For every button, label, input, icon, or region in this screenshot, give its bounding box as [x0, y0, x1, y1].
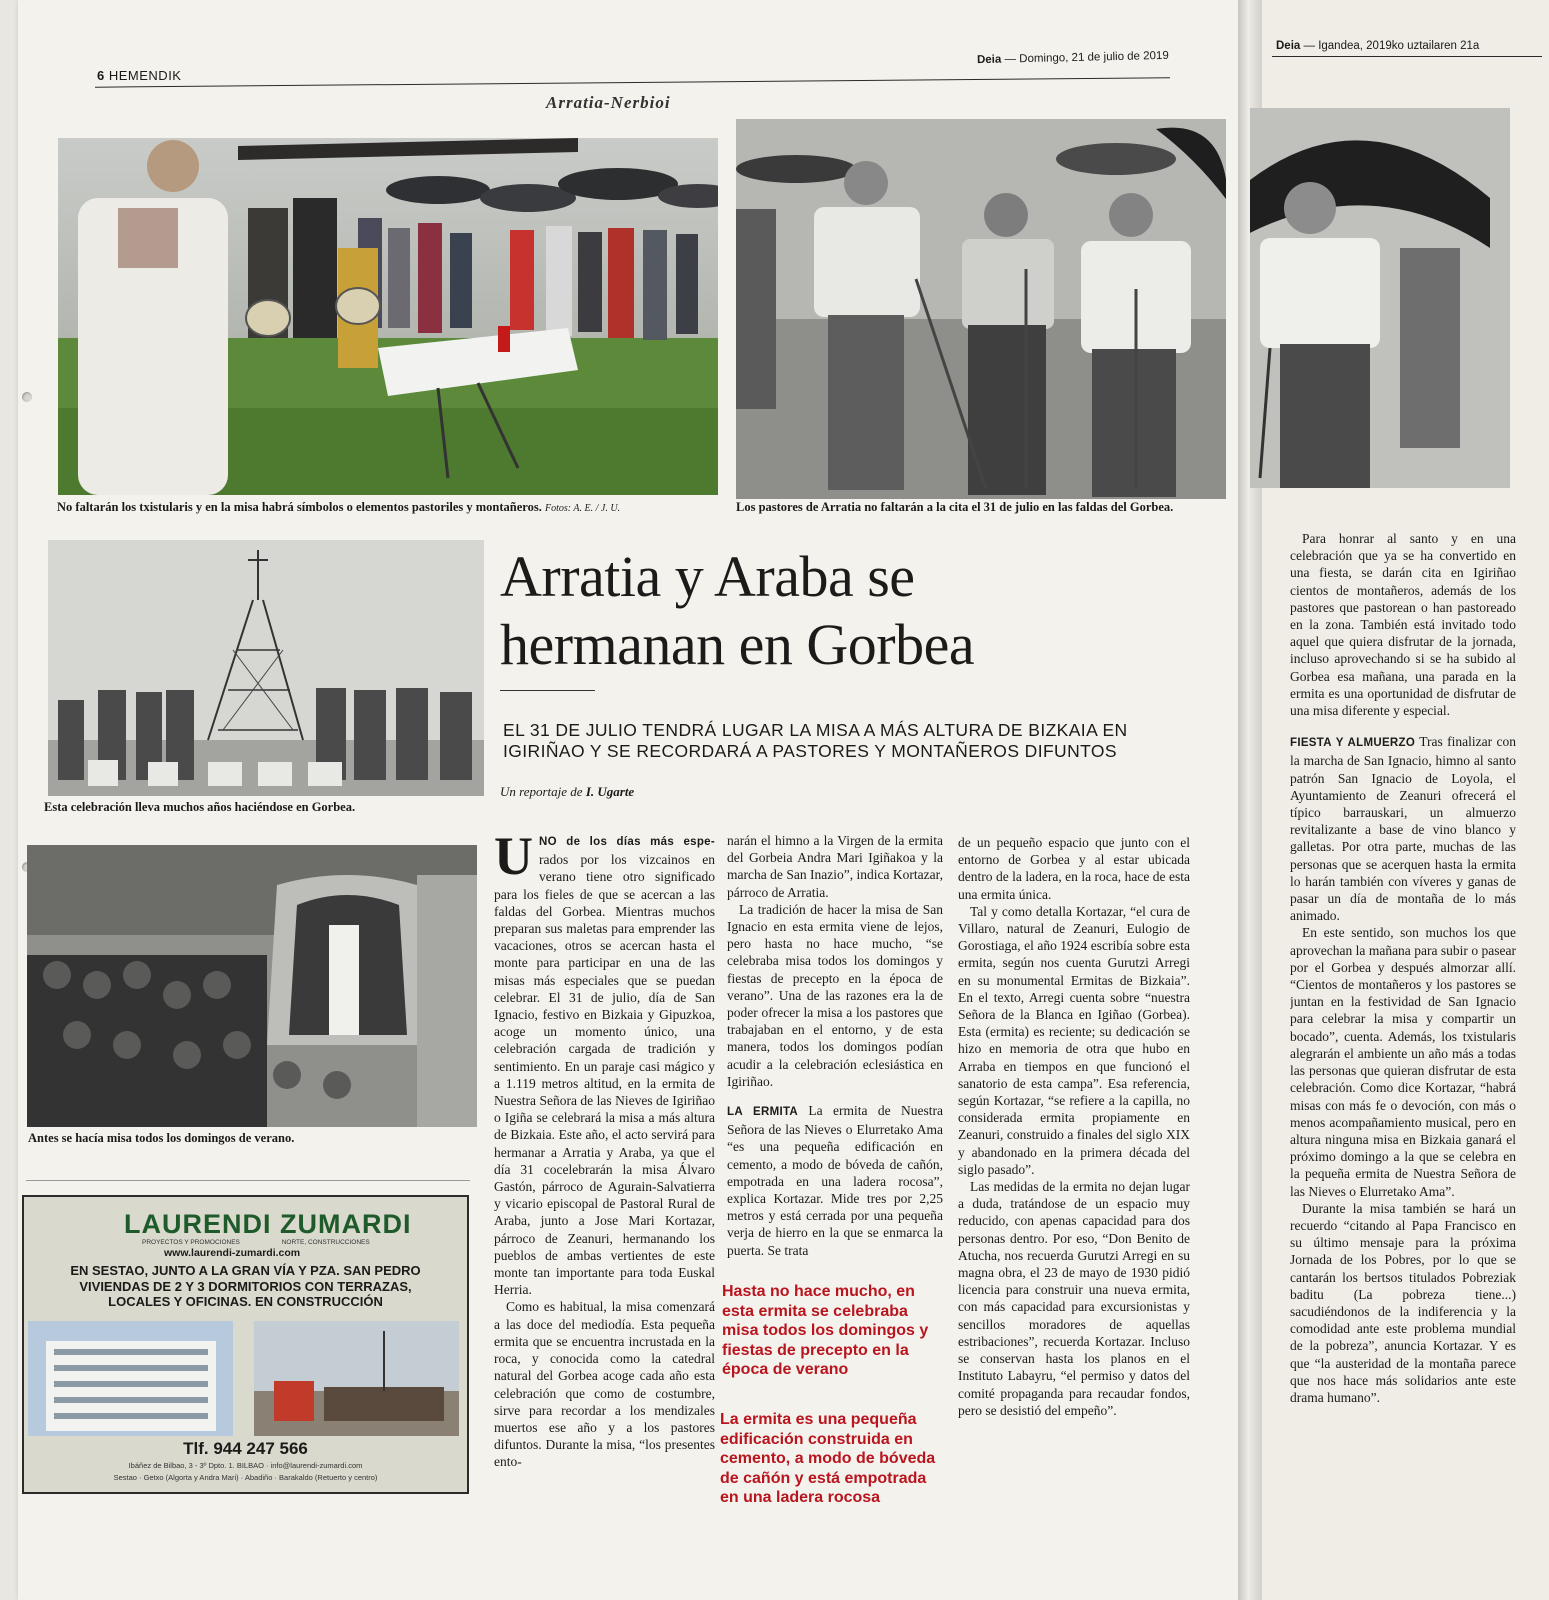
- page-header-left: [97, 68, 181, 83]
- article-subtitle: [503, 720, 1128, 762]
- masthead-name: Deia: [976, 53, 1002, 67]
- headline-rule: [500, 690, 595, 691]
- ad-brand-sub-left: PROYECTOS Y PROMOCIONES: [142, 1239, 240, 1246]
- col3-paragraph-1: de un pequeño espacio que junto con el entorno de Gorbea y al estar ubicada dentro de la ladera, en la roca, hace de esta una ermita única.: [958, 835, 1190, 902]
- photo-mass-outdoor: [58, 138, 718, 495]
- page-header-date-right: Deia — Igandea, 2019ko uztailaren 21a: [1276, 40, 1480, 52]
- caption-mass: [57, 500, 722, 516]
- ad-photo-building: [28, 1321, 233, 1436]
- col3-paragraph-3: Las medidas de la ermita no dejan lugar a duda, tratándose de un espacio muy reducido, con apenas capacidad para dos personas dentro. Por eso, “Don Benito de Atucha, nos recuerda Gurutzi Arregi en su magna obra, el 23 de mayo de 1930 pidió licencia para construir una nueva ermita, con más capacidad para excursionistas y sencillos moradores de aquellas estribaciones”, recuerda Kortazar. Incluso se conservan hasta los planos en el Instituto Labayru, “el permiso y datos del comité propaganda para recaudar fondos, pero se desistió del empeño”.: [958, 1179, 1190, 1418]
- headline-line-1: Arratia y Araba se: [500, 544, 915, 609]
- historic-photo-graphic: [48, 540, 484, 796]
- ad-line-1: EN SESTAO, JUNTO A LA GRAN VÍA Y PZA. SAN PEDRO: [70, 1263, 421, 1278]
- hermitage-photo-graphic: [27, 845, 477, 1127]
- region-label: Arratia-Nerbioi: [546, 93, 671, 112]
- article-column-2: [727, 832, 943, 1262]
- article-headline: [500, 543, 974, 679]
- col2-paragraph-2: La tradición de hacer la misa de San Ignacio en esta ermita viene de lejos, pero hasta no hace mucho, “se celebraba misa todos los domingos y fiestas de precepto en la época de verano”. Una de las razones era la de poder ofrecer la misa a los pastores que trabajaban en el entorno, y de esta manera, todos los domingos podían acudir a la celebración eclesiástica en Igiriñao.: [727, 901, 943, 1089]
- shepherds-photo-graphic: [736, 119, 1226, 499]
- caption-shepherds: Los pastores de Arratia no faltarán a la cita el 31 de julio en las faldas del Gorbea.: [736, 500, 1174, 514]
- photo-historic-summit: [48, 540, 484, 796]
- masthead-name-right: Deia: [1276, 40, 1301, 52]
- photo-man-umbrella: [1250, 108, 1510, 488]
- ad-locations: Sestao · Getxo (Algorta y Andra Mari) · Abadiño · Barakaldo (Retuerto y centro): [113, 1473, 378, 1482]
- pull-quote-1: Hasta no hace mucho, en esta ermita se celebraba misa todos los domingos y fiestas de precepto en la época de verano: [722, 1283, 929, 1378]
- byline-prefix: Un reportaje de: [500, 784, 583, 799]
- ad-phone: Tlf. 944 247 566: [183, 1439, 308, 1458]
- ad-line-3: LOCALES Y OFICINAS. EN CONSTRUCCIÓN: [108, 1294, 383, 1309]
- col2-paragraph-3: La ermita de Nuestra Señora de las Nieves o Elurretako Ama “es una pequeña edificación en cemento, a modo de bóveda de cañón, empotrada en una ladera rocosa”, explica Kortazar. Mide tres por 2,25 metros y está cerrada por una pequeña verja de hierro en la que se enmarca la puerta. Se trata: [727, 1103, 943, 1258]
- real-estate-ad: [22, 1195, 469, 1494]
- article-column-1: [494, 832, 715, 1502]
- caption-hermitage: Antes se hacía misa todos los domingos de verano.: [28, 1131, 295, 1145]
- ad-brand-subtitles: [142, 1239, 372, 1246]
- ad-brand-right: ZUMARDI: [280, 1209, 412, 1239]
- col4-paragraph-3: En este sentido, son muchos los que aprovechan la mañana para subir o pasear por el Gorbea y después almorzar allí. “Cientos de montañeros y los pastores se juntan en la festividad de San Ignacio para celebrar la misa y compartir un bocado”, cuenta. Además, los txistularis alegrarán el ambiente un año más a todas las personas que quieran disfrutar de esta celebración. Como dice Kortazar, “habrá misas con más fe o devoción, con más o menos acompañamiento musical, pero en altura ninguna misa en Bizkaia ganará el próximo domingo a la que se celebra en la pequeña ermita de Nuestra Señora de las Nieves o Elurretako Ama”.: [1290, 925, 1516, 1199]
- ad-photo-construction: [254, 1321, 459, 1436]
- caption-mass-text: No faltarán los txistularis y en la misa habrá símbolos o elementos pastoriles y montañeros.: [57, 500, 542, 514]
- subtitle-line-2: IGIRIÑAO Y SE RECORDARÁ A PASTORES Y MONTAÑEROS DIFUNTOS: [503, 741, 1117, 761]
- ad-headline: [24, 1263, 467, 1310]
- caption-historic: Esta celebración lleva muchos años haciéndose en Gorbea.: [44, 800, 356, 814]
- col4-paragraph-4: Durante la misa también se hará un recuerdo “citando al Papa Francisco en su último mensaje para la próxima Jornada de los Pobres, por lo que se cantarán los bertsos titulados Pobreziak baditu (La pobreza tiene...) sacudiéndonos de la indiferencia y la comodidad ante este problema mundial de la pobreza”, anuncia Kortazar. Y es que “la austeridad de la montaña parece que nos hace más solidarios ante este drama humano”.: [1290, 1200, 1516, 1405]
- issue-date-basque: Igandea, 2019ko uztailaren 21a: [1318, 40, 1480, 52]
- subtitle-line-1: EL 31 DE JULIO TENDRÁ LUGAR LA MISA A MÁS ALTURA DE BIZKAIA EN: [503, 720, 1128, 740]
- byline-author: I. Ugarte: [585, 784, 635, 799]
- section-name: HEMENDIK: [108, 68, 182, 83]
- article-byline: [500, 784, 634, 800]
- photo-credit: Fotos: A. E. / J. U.: [544, 503, 621, 514]
- lead-in: NO de los días más espe-: [539, 836, 715, 848]
- ad-brand: [124, 1209, 412, 1240]
- page-header-date: Deia — Domingo, 21 de julio de 2019: [976, 49, 1169, 67]
- ad-construction-graphic: [254, 1321, 459, 1436]
- page-number: 6: [97, 68, 105, 83]
- header-rule-right: [1272, 56, 1542, 57]
- photo-hermitage: [27, 845, 477, 1127]
- col1-paragraph-1: rados por los vizcainos en verano tiene otro significado para los fieles de que se acercan a las faldas del Gorbea. Mientras muchos preparan sus maletas para emprender las vacaciones, otros se acercan hasta el monte para participar en una de las misas más especiales que se puedan celebrar. El 31 de julio, día de San Ignacio, festivo en Bizkaia y Gipuzkoa, acoge un momento único, una celebración cargada de tradición y sentimiento. En un paraje casi mágico y a 1.119 metros altitud, en la ermita de Nuestra Señora de las Nieves de Igiriñao o Igiña se celebrará la misa a más altura de Bizkaia. Este año, el acto servirá para hermanar a Arratia y Araba, ya que el día 31 cocelebrarán la misa Álvaro Gastón, párroco de Agurain-Salvatierra y vicario episcopal de Pastoral Rural de Araba, junto a Jose Mari Kortazar, párroco de Zeanuri, hermanando los pueblos de ambas vertientes de este monte tan importante para toda Euskal Herria.: [494, 852, 715, 1298]
- col4-paragraph-2: Tras finalizar con la marcha de San Ignacio, himno al santo patrón San Ignacio de Loyola, el Ayuntamiento de Zeanuri ofrecerá el típico barrauskari, un almuerzo revitalizante a base de vino blanco y galletas. Por otra parte, muchas de las personas que se acerquen hasta la ermita lo harán también con víveres y ganas de pasar un día de montaña de lo más animado.: [1290, 734, 1516, 924]
- punch-hole: [22, 392, 32, 402]
- col3-paragraph-2: Tal y como detalla Kortazar, “el cura de Villaro, natural de Zeanuri, Eulogio de Gorostiaga, el año 1924 escribía sobre esta ermita, según nos cuenta Gurutzi Arregi en su monumental Ermitas de Bizkaia”. En el texto, Arregi cuenta sobre “nuestra Señora de la Blanca en Igiñao (Gorbea). Esta (ermita) es reciente; su dedicación se hizo en memoria de otra que hubo en Arraba en tiempos en que funcionó el sanatorio de esta campa”. Esa referencia, según Kortazar, “se refiere a la capilla, no considerada ermita propiamente en Zeanuri, construido a finales del siglo XIX y abandonado en la primera década del siglo pasado”.: [958, 903, 1190, 1177]
- article-column-4: [1290, 530, 1516, 1545]
- photo-shepherds: [736, 119, 1226, 499]
- subhead-la-ermita: LA ERMITA: [727, 1106, 799, 1119]
- ad-separator: [26, 1180, 470, 1181]
- mass-photo-graphic: [58, 138, 718, 495]
- headline-line-2: hermanan en Gorbea: [500, 612, 975, 677]
- article-column-3: [958, 834, 1190, 1524]
- subhead-fiesta: FIESTA Y ALMUERZO: [1290, 737, 1416, 750]
- ad-building-graphic: [28, 1321, 233, 1436]
- ad-address: Ibáñez de Bilbao, 3 - 3º Dpto. 1. BILBAO · info@laurendi-zumardi.com: [128, 1461, 363, 1470]
- man-umbrella-photo-graphic: [1250, 108, 1510, 488]
- pull-quote-2: La ermita es una pequeña edificación construida en cemento, a modo de bóveda de cañón y está empotrada en una ladera rocosa: [720, 1411, 936, 1506]
- ad-brand-sub-right: NORTE, CONSTRUCCIONES: [281, 1239, 370, 1246]
- ad-line-2: VIVIENDAS DE 2 Y 3 DORMITORIOS CON TERRAZAS,: [79, 1278, 412, 1294]
- issue-date: Domingo, 21 de julio de 2019: [1019, 49, 1169, 66]
- drop-cap: U: [494, 832, 533, 886]
- ad-brand-left: LAURENDI: [124, 1209, 272, 1239]
- ad-website: www.laurendi-zumardi.com: [164, 1247, 301, 1259]
- col1-paragraph-2: Como es habitual, la misa comenzará a las doce del mediodía. Esta pequeña ermita que se encuentra incrustada en la roca, y conocida como la catedral natural del Gorbea acoge cada año esta celebración que como de costumbre, sirve para recordar a los mendizales muertos ese año y a los pastores difuntos. Durante la misa, “los presentes ento-: [494, 1299, 715, 1470]
- col4-paragraph-1: Para honrar al santo y en una celebración que ya se ha convertido en una fiesta, se darán cita en Igiriñao cientos de montañeros, además de los pastores que pastorean o han pastoreado en la zona. También está invitado todo aquel que quiera disfrutar de la jornada, incluso aprovechando si se ha subido al Gorbea esa mañana, una parada en la ermita es una oportunidad de disfrutar de una misa diferente y especial.: [1290, 531, 1516, 719]
- col2-paragraph-1: narán el himno a la Virgen de la ermita del Gorbeia Andra Mari Igiñakoa y la marcha de San Inazio”, indica Kortazar, párroco de Arratia.: [727, 833, 943, 900]
